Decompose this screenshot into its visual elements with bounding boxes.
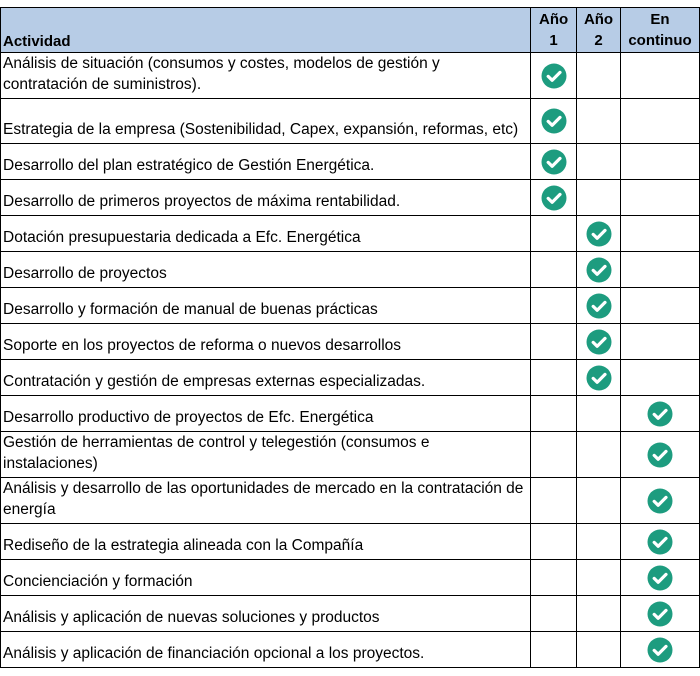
header-activity: Actividad (1, 8, 531, 53)
activity-label: Desarrollo de proyectos (1, 252, 531, 288)
activity-label: Análisis de situación (consumos y costes, modelos de gestión y contratación de suministros). (1, 53, 531, 99)
header-row (1, 8, 700, 53)
check-circle-icon (541, 63, 567, 89)
phase-cell-continuous (621, 216, 700, 252)
header-continuous-line1: En (650, 11, 670, 28)
phase-cell-year2 (577, 478, 621, 524)
activity-label: Desarrollo productivo de proyectos de Efc. Energética (1, 396, 531, 432)
phase-cell-continuous (621, 99, 700, 144)
phase-cell-year2 (577, 216, 621, 252)
phase-cell-year1 (531, 288, 577, 324)
activity-label: Gestión de herramientas de control y telegestión (consumos e instalaciones) (1, 432, 531, 478)
check-circle-icon (586, 221, 612, 247)
phase-cell-year2 (577, 288, 621, 324)
phase-cell-continuous (621, 632, 700, 668)
header-year2 (577, 8, 621, 53)
table-row (1, 524, 700, 560)
header-continuous (621, 8, 700, 53)
phase-cell-year2 (577, 144, 621, 180)
table-row (1, 53, 700, 99)
phase-cell-year1 (531, 216, 577, 252)
phase-cell-year1 (531, 144, 577, 180)
table-row (1, 216, 700, 252)
activity-label: Soporte en los proyectos de reforma o nuevos desarrollos (1, 324, 531, 360)
check-circle-icon (586, 365, 612, 391)
phase-cell-year2 (577, 252, 621, 288)
check-circle-icon (647, 488, 673, 514)
phase-cell-year1 (531, 560, 577, 596)
phase-cell-year2 (577, 524, 621, 560)
activity-label: Análisis y aplicación de financiación opcional a los proyectos. (1, 632, 531, 668)
header-year2-line2: 2 (594, 32, 603, 49)
phase-cell-year1 (531, 632, 577, 668)
phase-cell-continuous (621, 396, 700, 432)
phase-cell-year1 (531, 432, 577, 478)
check-circle-icon (541, 149, 567, 175)
activity-label: Análisis y aplicación de nuevas soluciones y productos (1, 596, 531, 632)
phase-cell-year1 (531, 396, 577, 432)
phase-cell-year2 (577, 324, 621, 360)
table-row (1, 324, 700, 360)
table-row (1, 560, 700, 596)
header-year2-line1: Año (583, 11, 614, 28)
check-circle-icon (647, 442, 673, 468)
table-row (1, 432, 700, 478)
phase-cell-year1 (531, 180, 577, 216)
table-row (1, 596, 700, 632)
check-circle-icon (647, 637, 673, 663)
activity-label: Contratación y gestión de empresas externas especializadas. (1, 360, 531, 396)
phase-cell-year2 (577, 632, 621, 668)
phase-cell-year2 (577, 396, 621, 432)
table-row (1, 396, 700, 432)
phase-cell-continuous (621, 360, 700, 396)
activity-label: Rediseño de la estrategia alineada con la Compañía (1, 524, 531, 560)
check-circle-icon (647, 401, 673, 427)
table-row (1, 478, 700, 524)
check-circle-icon (647, 565, 673, 591)
check-circle-icon (586, 293, 612, 319)
activity-label: Desarrollo del plan estratégico de Gestión Energética. (1, 144, 531, 180)
activity-label: Dotación presupuestaria dedicada a Efc. Energética (1, 216, 531, 252)
table-row (1, 288, 700, 324)
phase-cell-continuous (621, 596, 700, 632)
table-row (1, 180, 700, 216)
phase-cell-year1 (531, 524, 577, 560)
phase-cell-continuous (621, 180, 700, 216)
phase-cell-year1 (531, 596, 577, 632)
activity-label: Desarrollo de primeros proyectos de máxima rentabilidad. (1, 180, 531, 216)
table-row (1, 360, 700, 396)
phase-cell-continuous (621, 524, 700, 560)
phase-cell-year2 (577, 596, 621, 632)
phase-cell-continuous (621, 324, 700, 360)
check-circle-icon (586, 329, 612, 355)
phase-cell-continuous (621, 144, 700, 180)
phase-cell-year2 (577, 432, 621, 478)
phase-cell-continuous (621, 53, 700, 99)
phase-cell-continuous (621, 478, 700, 524)
phase-cell-year1 (531, 252, 577, 288)
phase-cell-year1 (531, 53, 577, 99)
check-circle-icon (541, 108, 567, 134)
phase-cell-continuous (621, 560, 700, 596)
phase-cell-year2 (577, 560, 621, 596)
phase-cell-year2 (577, 180, 621, 216)
phase-cell-continuous (621, 252, 700, 288)
phase-cell-year1 (531, 360, 577, 396)
header-year1-line2: 1 (549, 32, 558, 49)
check-circle-icon (541, 185, 567, 211)
phase-cell-continuous (621, 432, 700, 478)
activity-schedule-table (0, 7, 700, 668)
header-year1 (531, 8, 577, 53)
phase-cell-continuous (621, 288, 700, 324)
activity-label: Análisis y desarrollo de las oportunidades de mercado en la contratación de energía (1, 478, 531, 524)
phase-cell-year2 (577, 360, 621, 396)
phase-cell-year1 (531, 324, 577, 360)
table-row (1, 632, 700, 668)
activity-label: Estrategia de la empresa (Sostenibilidad, Capex, expansión, reformas, etc) (1, 99, 531, 144)
phase-cell-year2 (577, 53, 621, 99)
table-row (1, 252, 700, 288)
phase-cell-year1 (531, 99, 577, 144)
header-continuous-line2: continuo (628, 32, 692, 49)
header-year1-line1: Año (538, 11, 569, 28)
phase-cell-year1 (531, 478, 577, 524)
activity-label: Desarrollo y formación de manual de buenas prácticas (1, 288, 531, 324)
table-row (1, 144, 700, 180)
check-circle-icon (586, 257, 612, 283)
check-circle-icon (647, 601, 673, 627)
check-circle-icon (647, 529, 673, 555)
table-row (1, 99, 700, 144)
phase-cell-year2 (577, 99, 621, 144)
activity-label: Concienciación y formación (1, 560, 531, 596)
